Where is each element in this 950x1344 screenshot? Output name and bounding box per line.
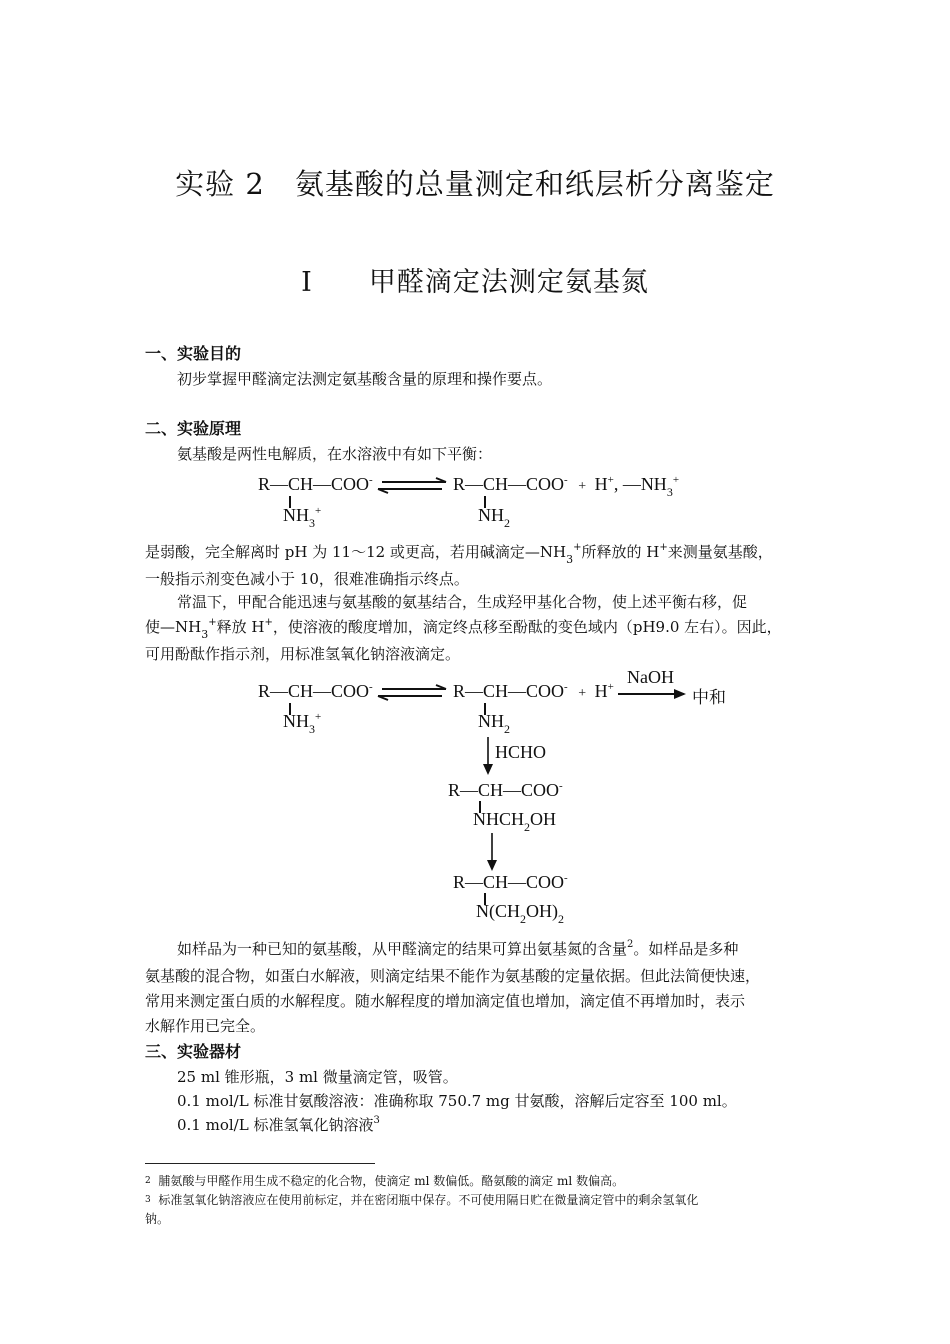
heading-principle: 二、实验原理 — [145, 419, 242, 438]
heading-materials: 三、实验器材 — [145, 1042, 242, 1061]
eq2-right: R—CH—COO- + H+ — [453, 681, 614, 701]
footnote-2: 2 脯氨酸与甲醛作用生成不稳定的化合物，使滴定 ml 数偏低。酪氨酸的滴定 ml 数偏高。 — [145, 1174, 625, 1188]
equilibrium-arrow-icon — [376, 685, 448, 701]
product-neutralization: 中和 — [692, 688, 726, 708]
reaction-arrow-icon — [618, 688, 688, 700]
eq2-step3-sub: $N(CH_2OH)_2$ — [476, 901, 564, 926]
heading-purpose: 一、实验目的 — [145, 344, 242, 363]
principle-paragraph-3: 如样品为一种已知的氨基酸，从甲醛滴定的结果可算出氨基氮的含量$^2$。如样品是多种 氨基酸的混合物，如蛋白水解液，则滴定结果不能作为氨基酸的定量依据。但此法简便快速， 常用来测定蛋白质的水解程度。随水解程度的增加滴定值也增加，滴定值不再增加时，表示 水解作用已完全。 — [145, 939, 761, 1035]
equilibrium-arrow-icon — [376, 478, 448, 494]
materials-item-1: 25 ml 锥形瓶，3 ml 微量滴定管，吸管。 — [177, 1068, 458, 1086]
footnote-3: 3 标准氢氧化钠溶液应在使用前标定，并在密闭瓶中保存。不可使用隔日贮在微量滴定管中的剩余氢氧化 钠。 — [145, 1193, 699, 1226]
section-subtitle: I 甲醛滴定法测定氨基氮 — [301, 267, 649, 298]
reagent-hcho: HCHO — [495, 742, 547, 762]
down-arrow-icon — [486, 833, 498, 873]
page-title: 实验 2 氨基酸的总量测定和纸层析分离鉴定 — [175, 167, 775, 201]
eq2-left: R—CH—COO- — [258, 681, 373, 701]
principle-paragraph-1: 是弱酸，完全解离时 pH 为 11～12 或更高，若用碱滴定$—NH_3^+$所释放的 H+来测量氨基酸， 一般指示剂变色减小于 10，很难准确指示终点。 — [145, 542, 773, 588]
eq1-right: R—CH—COO- + H+, $—NH_3^+$ — [453, 474, 680, 499]
eq2-step3: R—CH—COO- — [453, 872, 568, 892]
eq1-left: R—CH—COO- — [258, 474, 373, 494]
materials-item-2: 0.1 mol/L 标准甘氨酸溶液：准确称取 750.7 mg 甘氨酸，溶解后定容至 100 ml。 — [177, 1092, 737, 1110]
down-arrow-icon — [482, 737, 494, 777]
purpose-text: 初步掌握甲醛滴定法测定氨基酸含量的原理和操作要点。 — [177, 370, 553, 388]
footnote-divider — [145, 1163, 375, 1164]
eq2-right-sub: $NH_2$ — [478, 711, 510, 736]
eq2-step2: R—CH—COO- — [448, 780, 563, 800]
reagent-naoh: NaOH — [627, 667, 674, 687]
materials-item-3: 0.1 mol/L 标准氢氧化钠溶液$^3$ — [177, 1115, 380, 1134]
eq1-left-sub: $NH_3^+$ — [283, 505, 322, 530]
principle-paragraph-2: 常温下，甲配合能迅速与氨基酸的氨基结合，生成羟甲基化合物，使上述平衡右移，促 使$—NH_3^+$释放 H+，使溶液的酸度增加，滴定终点移至酚酞的变色域内（pH9.0 左右）。因此， 可用酚酞作指示剂，用标准氢氧化钠溶液滴定。 — [145, 593, 782, 663]
eq1-right-sub: $NH_2$ — [478, 505, 510, 530]
principle-intro: 氨基酸是两性电解质，在水溶液中有如下平衡： — [177, 445, 493, 463]
eq2-step2-sub: $NHCH_2OH$ — [473, 809, 557, 834]
eq2-left-sub: $NH_3^+$ — [283, 711, 322, 736]
